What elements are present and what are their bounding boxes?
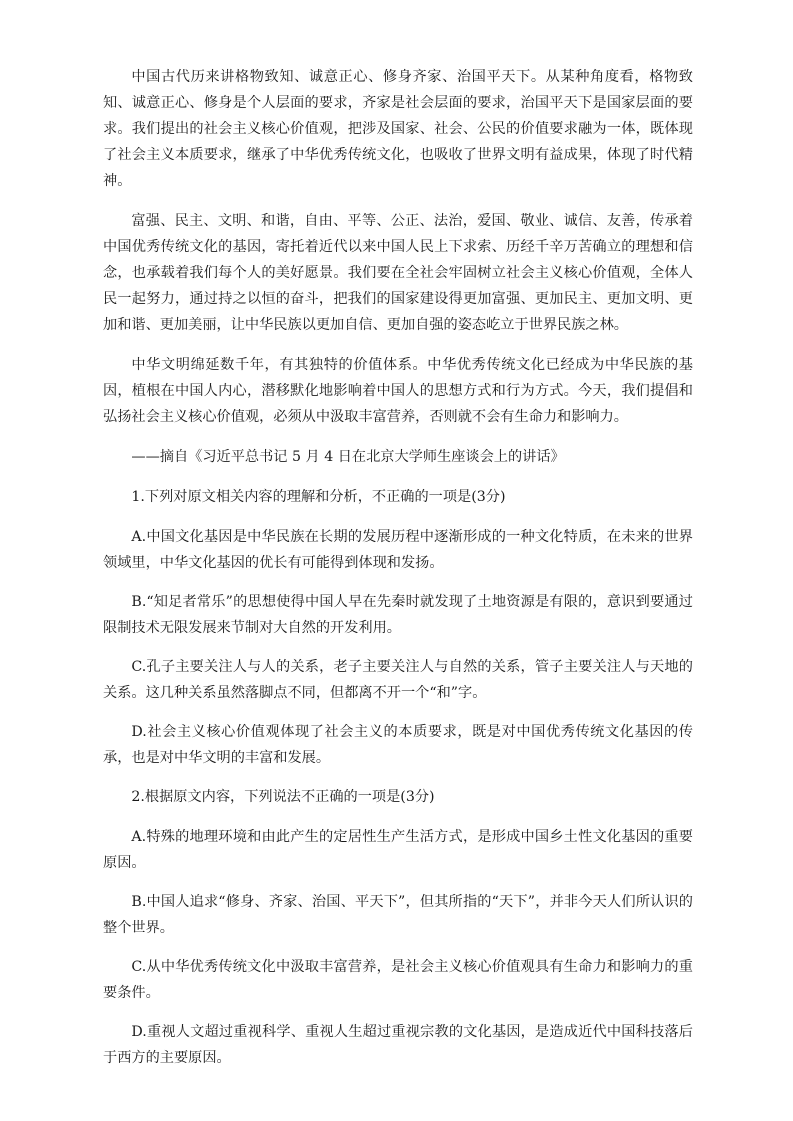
question-1 <box>103 484 693 771</box>
question-1-option-a: A.中国文化基因是中华民族在长期的发展历程中逐渐形成的一种文化特质，在未来的世界领域里，中华文化基因的优长有可能得到体现和发扬。 <box>103 529 693 571</box>
question-1-stem: 1.下列对原文相关内容的理解和分析，不正确的一项是(3分) <box>131 489 506 505</box>
question-2 <box>103 784 693 1071</box>
question-1-option-c: C.孔子主要关注人与人的关系，老子主要关注人与自然的关系，管子主要关注人与天地的关系。这几种关系虽然落脚点不同，但都离不开一个“和”字。 <box>103 659 693 701</box>
reading-passage <box>103 64 693 430</box>
passage-source: ——摘自《习近平总书记 5 月 4 日在北京大学师生座谈会上的讲话》 <box>131 449 565 465</box>
question-2-option-c: C.从中华优秀传统文化中汲取丰富营养，是社会主义核心价值观具有生命力和影响力的重要条件。 <box>103 959 693 1001</box>
document-content <box>103 64 693 1084</box>
question-2-option-d: D.重视人文超过重视科学、重视人生超过重视宗教的文化基因，是造成近代中国科技落后于西方的主要原因。 <box>103 1024 693 1066</box>
passage-paragraph-2: 富强、民主、文明、和谐，自由、平等、公正、法治，爱国、敬业、诚信、友善，传承着中国优秀传统文化的基因，寄托着近代以来中国人民上下求索、历经千辛万苦确立的理想和信念，也承载着我们每个人的美好愿景。我们要在全社会牢固树立社会主义核心价值观，全体人民一起努力，通过持之以恒的奋斗，把我们的国家建设得更加富强、更加民主、更加文明、更加和谐、更加美丽，让中华民族以更加自信、更加自强的姿态屹立于世界民族之林。 <box>103 213 693 333</box>
question-2-option-b: B.中国人追求“修身、齐家、治国、平天下”，但其所指的“天下”，并非今天人们所认识的整个世界。 <box>103 894 693 936</box>
passage-paragraph-3: 中华文明绵延数千年，有其独特的价值体系。中华优秀传统文化已经成为中华民族的基因，植根在中国人内心，潜移默化地影响着中国人的思想方式和行为方式。今天，我们提倡和弘扬社会主义核心价值观，必须从中汲取丰富营养，否则就不会有生命力和影响力。 <box>103 357 693 425</box>
question-2-stem: 2.根据原文内容，下列说法不正确的一项是(3分) <box>131 789 435 805</box>
passage-paragraph-1: 中国古代历来讲格物致知、诚意正心、修身齐家、治国平天下。从某种角度看，格物致知、诚意正心、修身是个人层面的要求，齐家是社会层面的要求，治国平天下是国家层面的要求。我们提出的社会主义核心价值观，把涉及国家、社会、公民的价值要求融为一体，既体现了社会主义本质要求，继承了中华优秀传统文化，也吸收了世界文明有益成果，体现了时代精神。 <box>103 69 693 189</box>
question-1-option-b: B.“知足者常乐”的思想使得中国人早在先秦时就发现了土地资源是有限的，意识到要通过限制技术无限发展来节制对大自然的开发利用。 <box>103 594 693 636</box>
question-2-option-a: A.特殊的地理环境和由此产生的定居性生产生活方式，是形成中国乡土性文化基因的重要原因。 <box>103 829 693 871</box>
question-1-option-d: D.社会主义核心价值观体现了社会主义的本质要求，既是对中国优秀传统文化基因的传承，也是对中华文明的丰富和发展。 <box>103 724 693 766</box>
